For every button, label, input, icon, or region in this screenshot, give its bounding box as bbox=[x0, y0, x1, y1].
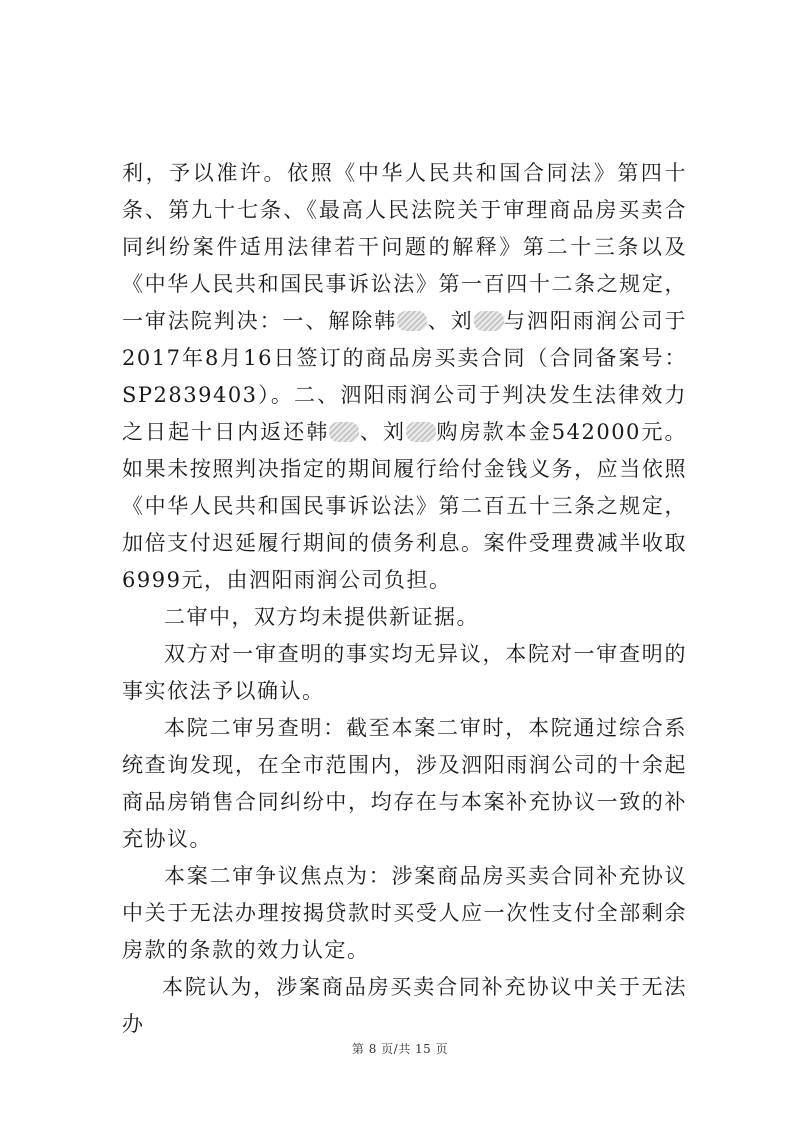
paragraph-court-opinion: 本院认为，涉案商品房买卖合同补充协议中关于无法办 bbox=[122, 975, 687, 1036]
text-segment: 与泗阳雨润公司于2017年8月16日签订的商品房买卖合同（合同备案号：SP2839403）。二、泗阳雨润公司于判决发生法律效力之日起十日内返还韩 bbox=[122, 309, 688, 444]
paragraph-first-instance-judgment bbox=[122, 155, 687, 599]
judgment-body bbox=[122, 155, 687, 1043]
redaction-mark bbox=[406, 422, 436, 442]
redaction-mark bbox=[474, 311, 504, 331]
text-segment: 、刘 bbox=[359, 420, 406, 444]
text-segment: 、刘 bbox=[427, 309, 474, 333]
paragraph-additional-findings: 本院二审另查明：截至本案二审时，本院通过综合系统查询发现，在全市范围内，涉及泗阳雨润公司的十余起商品房销售合同纠纷中，均存在与本案补充协议一致的补充协议。 bbox=[122, 716, 687, 851]
paragraph-second-instance-evidence: 二审中，双方均未提供新证据。 bbox=[164, 605, 479, 629]
page-number-footer: 第 8 页/共 15 页 bbox=[351, 1042, 449, 1056]
paragraph-facts-confirmed: 双方对一审查明的事实均无异议，本院对一审查明的事实依法予以确认。 bbox=[122, 642, 687, 703]
paragraph-dispute-focus: 本案二审争议焦点为：涉案商品房买卖合同补充协议中关于无法办理按揭贷款时买受人应一次性支付全部剩余房款的条款的效力认定。 bbox=[122, 864, 687, 962]
redaction-mark bbox=[329, 422, 359, 442]
redaction-mark bbox=[397, 311, 427, 331]
text-segment: 利，予以准许。依照《中华人民共和国合同法》第四十条、第九十七条、《最高人民法院关于审理商品房买卖合同纠纷案件适用法律若干问题的解释》第二十三条以及《中华人民共和国民事诉讼法》第一百四十二条之规定，一审法院判决：一、解除韩 bbox=[122, 161, 687, 333]
text-segment: 购房款本金542000元。如果未按照判决指定的期间履行给付金钱义务，应当依照《中华人民共和国民事诉讼法》第二百五十三条之规定，加倍支付迟延履行期间的债务利息。案件受理费减半收取6999元，由泗阳雨润公司负担。 bbox=[122, 420, 687, 592]
